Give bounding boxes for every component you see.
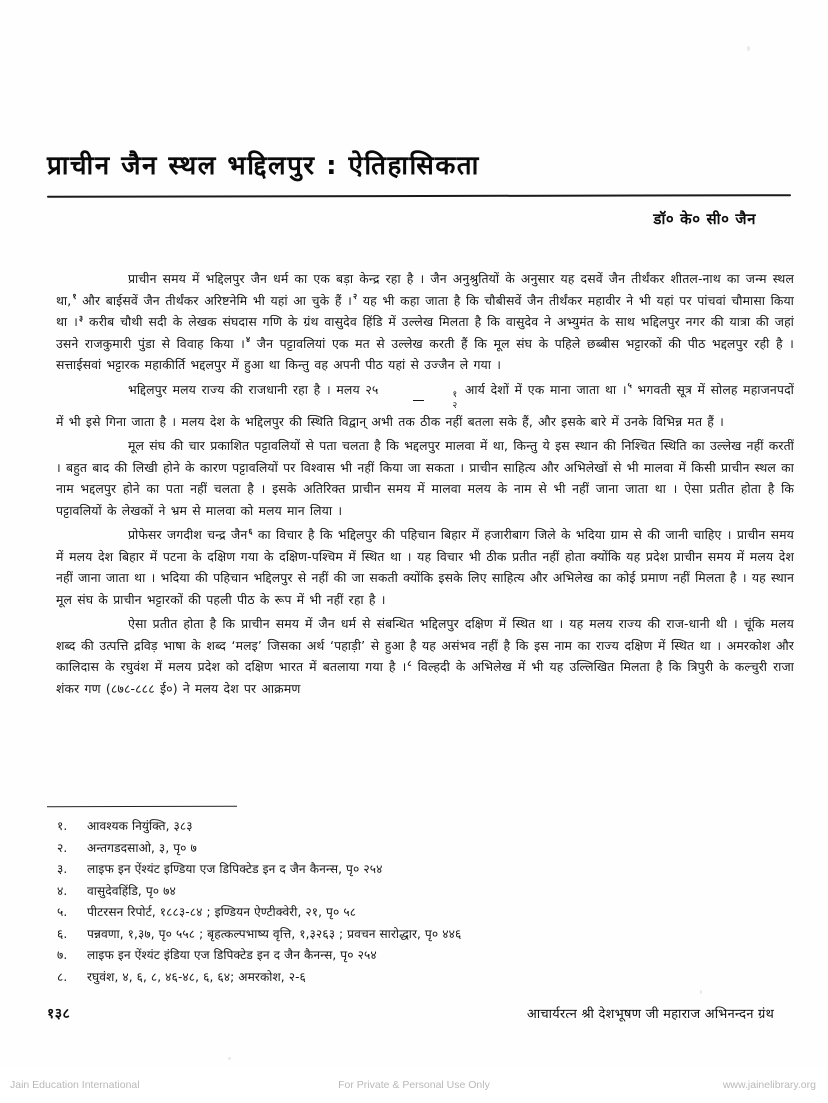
body-paragraph: मूल संघ की चार प्रकाशित पट्टावलियों से पता चलता है कि भद्दलपुर मालवा में था, किन्तु ये इस स्थान की निश्चित स्थिति का उल्लेख नहीं करतीं । बहुत बाद की लिखी होने के कारण पट्टावलियों पर विश्वास भी नहीं किया जा सकता । प्राचीन साहित्य और अभिलेखों से भी मालवा में किसी प्राचीन स्थल का नाम भद्दलपुर होने का पता नहीं चलता है । इसके अतिरिक्त प्राचीन समय में मालवा मलय के नाम से भी नहीं जाना जाता था । ऐसा प्रतीत होता है कि पट्टावलियों के लेखकों ने भ्रम से मालवा को मलय मान लिया । <box>56 438 794 518</box>
footnote-marker: ६ <box>248 527 253 537</box>
footnote-item <box>47 902 792 924</box>
footnote-item <box>47 838 792 860</box>
body-paragraph: भद्दिलपुर मलय राज्य की राजधानी रहा है । मलय २५ $\frac{१}{२}$ आर्य देशों में एक माना जाता था ।$^५$ भगवती सूत्र में सोलह महाजनपदों में भी इसे गिना जाता है । मलय देश के भद्दिलपुर की स्थिति विद्वान् अभी तक ठीक नहीं बतला सके हैं, और इसके बारे में उनके विभिन्न मत हैं । <box>56 381 794 429</box>
footnote-item <box>47 924 792 946</box>
book-title: आचार्यरत्न श्री देशभूषण जी महाराज अभिनन्दन ग्रंथ <box>526 1007 774 1022</box>
title-block <box>47 150 792 229</box>
footnote-marker: ८ <box>407 659 412 669</box>
scan-speck <box>747 46 750 51</box>
footnote-text: लाइफ इन ऐंश्यंट इंडिया एज डिपिक्टेड इन द जैन कैनन्स, पृ० २५४ <box>87 948 377 963</box>
footnotes-section <box>47 806 792 988</box>
author-name: डॉ० के० सी० जैन <box>653 209 756 228</box>
print-footer <box>47 1004 792 1023</box>
footnote-item <box>47 881 792 903</box>
scan-source-label: Jain Education International <box>10 1078 140 1091</box>
footnote-number: ७. <box>57 948 68 963</box>
footnote-item <box>47 967 792 989</box>
body-paragraph: प्रोफेसर जगदीश चन्द्र जैन$^६$ का विचार है कि भद्दिलपुर की पहिचान बिहार में हजारीबाग जिले के भदिया ग्राम से की जानी चाहिए । प्राचीन समय में मलय देश बिहार में पटना के दक्षिण गया के दक्षिण-पश्चिम में स्थित था । यह विचार भी ठीक प्रतीत नहीं होता क्योंकि यह प्रदेश प्राचीन समय में मलय देश नहीं जाना जाता था । भदिया की पहिचान भद्दिलपुर से नहीं की जा सकती क्योंकि इसके लिए साहित्य और अभिलेख का कोई प्रमाण नहीं मिलता है । यह स्थान मूल संघ के प्राचीन भट्टारकों की पहली पीठ के रूप में भी नहीं रहा है । <box>56 527 794 607</box>
footnote-number: १. <box>57 819 68 834</box>
footnote-marker: ३ <box>78 313 84 323</box>
footnote-text: आवश्यक नियुंक्ति, ३८३ <box>87 819 193 834</box>
page-title: प्राचीन जैन स्थल भद्दिलपुर : ऐतिहासिकता <box>47 151 480 181</box>
footnote-marker: ४ <box>245 335 251 345</box>
footnote-item <box>47 816 792 838</box>
scan-website-link[interactable]: www.jainelibrary.org <box>722 1078 816 1091</box>
footnote-marker: ५ <box>627 381 632 391</box>
scan-usage-notice: For Private & Personal Use Only <box>338 1078 490 1091</box>
fraction: $\frac{१}{२}$ <box>378 391 459 411</box>
scan-speck <box>228 1057 231 1060</box>
footnote-list <box>47 816 792 988</box>
footnote-number: ४. <box>57 883 68 898</box>
footnote-number: ३. <box>57 862 68 877</box>
footnote-number: ६. <box>57 926 68 941</box>
article-body <box>56 268 794 702</box>
footnote-marker: १ <box>72 292 77 302</box>
body-paragraph: प्राचीन समय में भद्दिलपुर जैन धर्म का एक बड़ा केन्द्र रहा है । जैन अनुश्रुतियों के अनुसार यह दसवें जैन तीर्थंकर शीतल-नाथ का जन्म स्थल था,$^१$ और बाईसवें जैन तीर्थंकर अरिष्टनेमि भी यहां आ चुके हैं ।$^२$ यह भी कहा जाता है कि चौबीसवें जैन तीर्थंकर महावीर ने भी यहां पर पांचवां चौमासा किया था ।$^३$ करीब चौथी सदी के लेखक संघदास गणि के ग्रंथ वासुदेव हिंडि में उल्लेख मिलता है कि वासुदेव ने अभ्युमंत के साथ भद्दिलपुर नगर की यात्रा की जहां उसने राजकुमारी पुंडा से विवाह किया ।$^४$ जैन पट्टावलियां एक मत से उल्लेख करती हैं कि मूल संघ के पहिले छब्बीस भट्टारकों की पीठ भद्दलपुर रही है । सत्ताईसवां भट्टारक महाकीर्ति भद्दलपुर में हुआ था किन्तु वह अपनी पीठ यहां से उज्जैन ले गया । <box>56 271 794 372</box>
footnote-number: २. <box>57 840 68 855</box>
footnote-marker: २ <box>352 292 358 302</box>
page-number: १३८ <box>47 1006 71 1022</box>
footnote-text: अन्तगडदसाओ, ३, पृ० ७ <box>87 840 197 855</box>
title-divider <box>47 194 791 198</box>
footnote-divider <box>47 806 237 808</box>
footnote-item <box>47 945 792 967</box>
footnote-text: वासुदेवहिंडि, पृ० ७४ <box>87 883 176 898</box>
footnote-text: रघुवंश, ४, ६, ८, ४६-४८, ६, ६४; अमरकोश, २-६ <box>87 969 306 984</box>
body-paragraph: ऐसा प्रतीत होता है कि प्राचीन समय में जैन धर्म से संबन्धित भद्दिलपुर दक्षिण में स्थित था । यह मलय राज्य की राज-धानी थी । चूंकि मलय शब्द की उत्पत्ति द्रविड़ भाषा के शब्द ‘मलइ’ जिसका अर्थ ‘पहाड़ी’ से हुआ है यह असंभव नहीं है कि इस नाम का राज्य दक्षिण में स्थित था । अमरकोश और कालिदास के रघुवंश में मलय प्रदेश को दक्षिण भारत में बतलाया गया है ।$^८$ विल्हदी के अभिलेख में भी यह उल्लिखित मिलता है कि त्रिपुरी के कल्चुरी राजा शंकर गण (८७८-८८८ ई०) ने मलय देश पर आक्रमण <box>56 616 794 696</box>
footnote-number: ५. <box>57 905 68 920</box>
footnote-number: ८. <box>57 969 68 984</box>
footnote-item <box>47 859 792 881</box>
footnote-text: लाइफ इन ऐंश्यंट इण्डिया एज डिपिक्टेड इन द जैन कैनन्स, पृ० २५४ <box>87 862 383 877</box>
scan-watermark-bar <box>0 1066 828 1103</box>
footnote-text: पन्नवणा, १,३७, पृ० ५५८ ; बृहत्कल्पभाष्य वृत्ति, १,३२६३ ; प्रवचन सारोद्धार, पृ० ४४६ <box>87 926 462 941</box>
footnote-text: पीटरसन रिपोर्ट, १८८३-८४ ; इण्डियन ऐण्टीक्वेरी, २१, पृ० ५८ <box>87 905 357 920</box>
scan-speck <box>700 990 702 994</box>
